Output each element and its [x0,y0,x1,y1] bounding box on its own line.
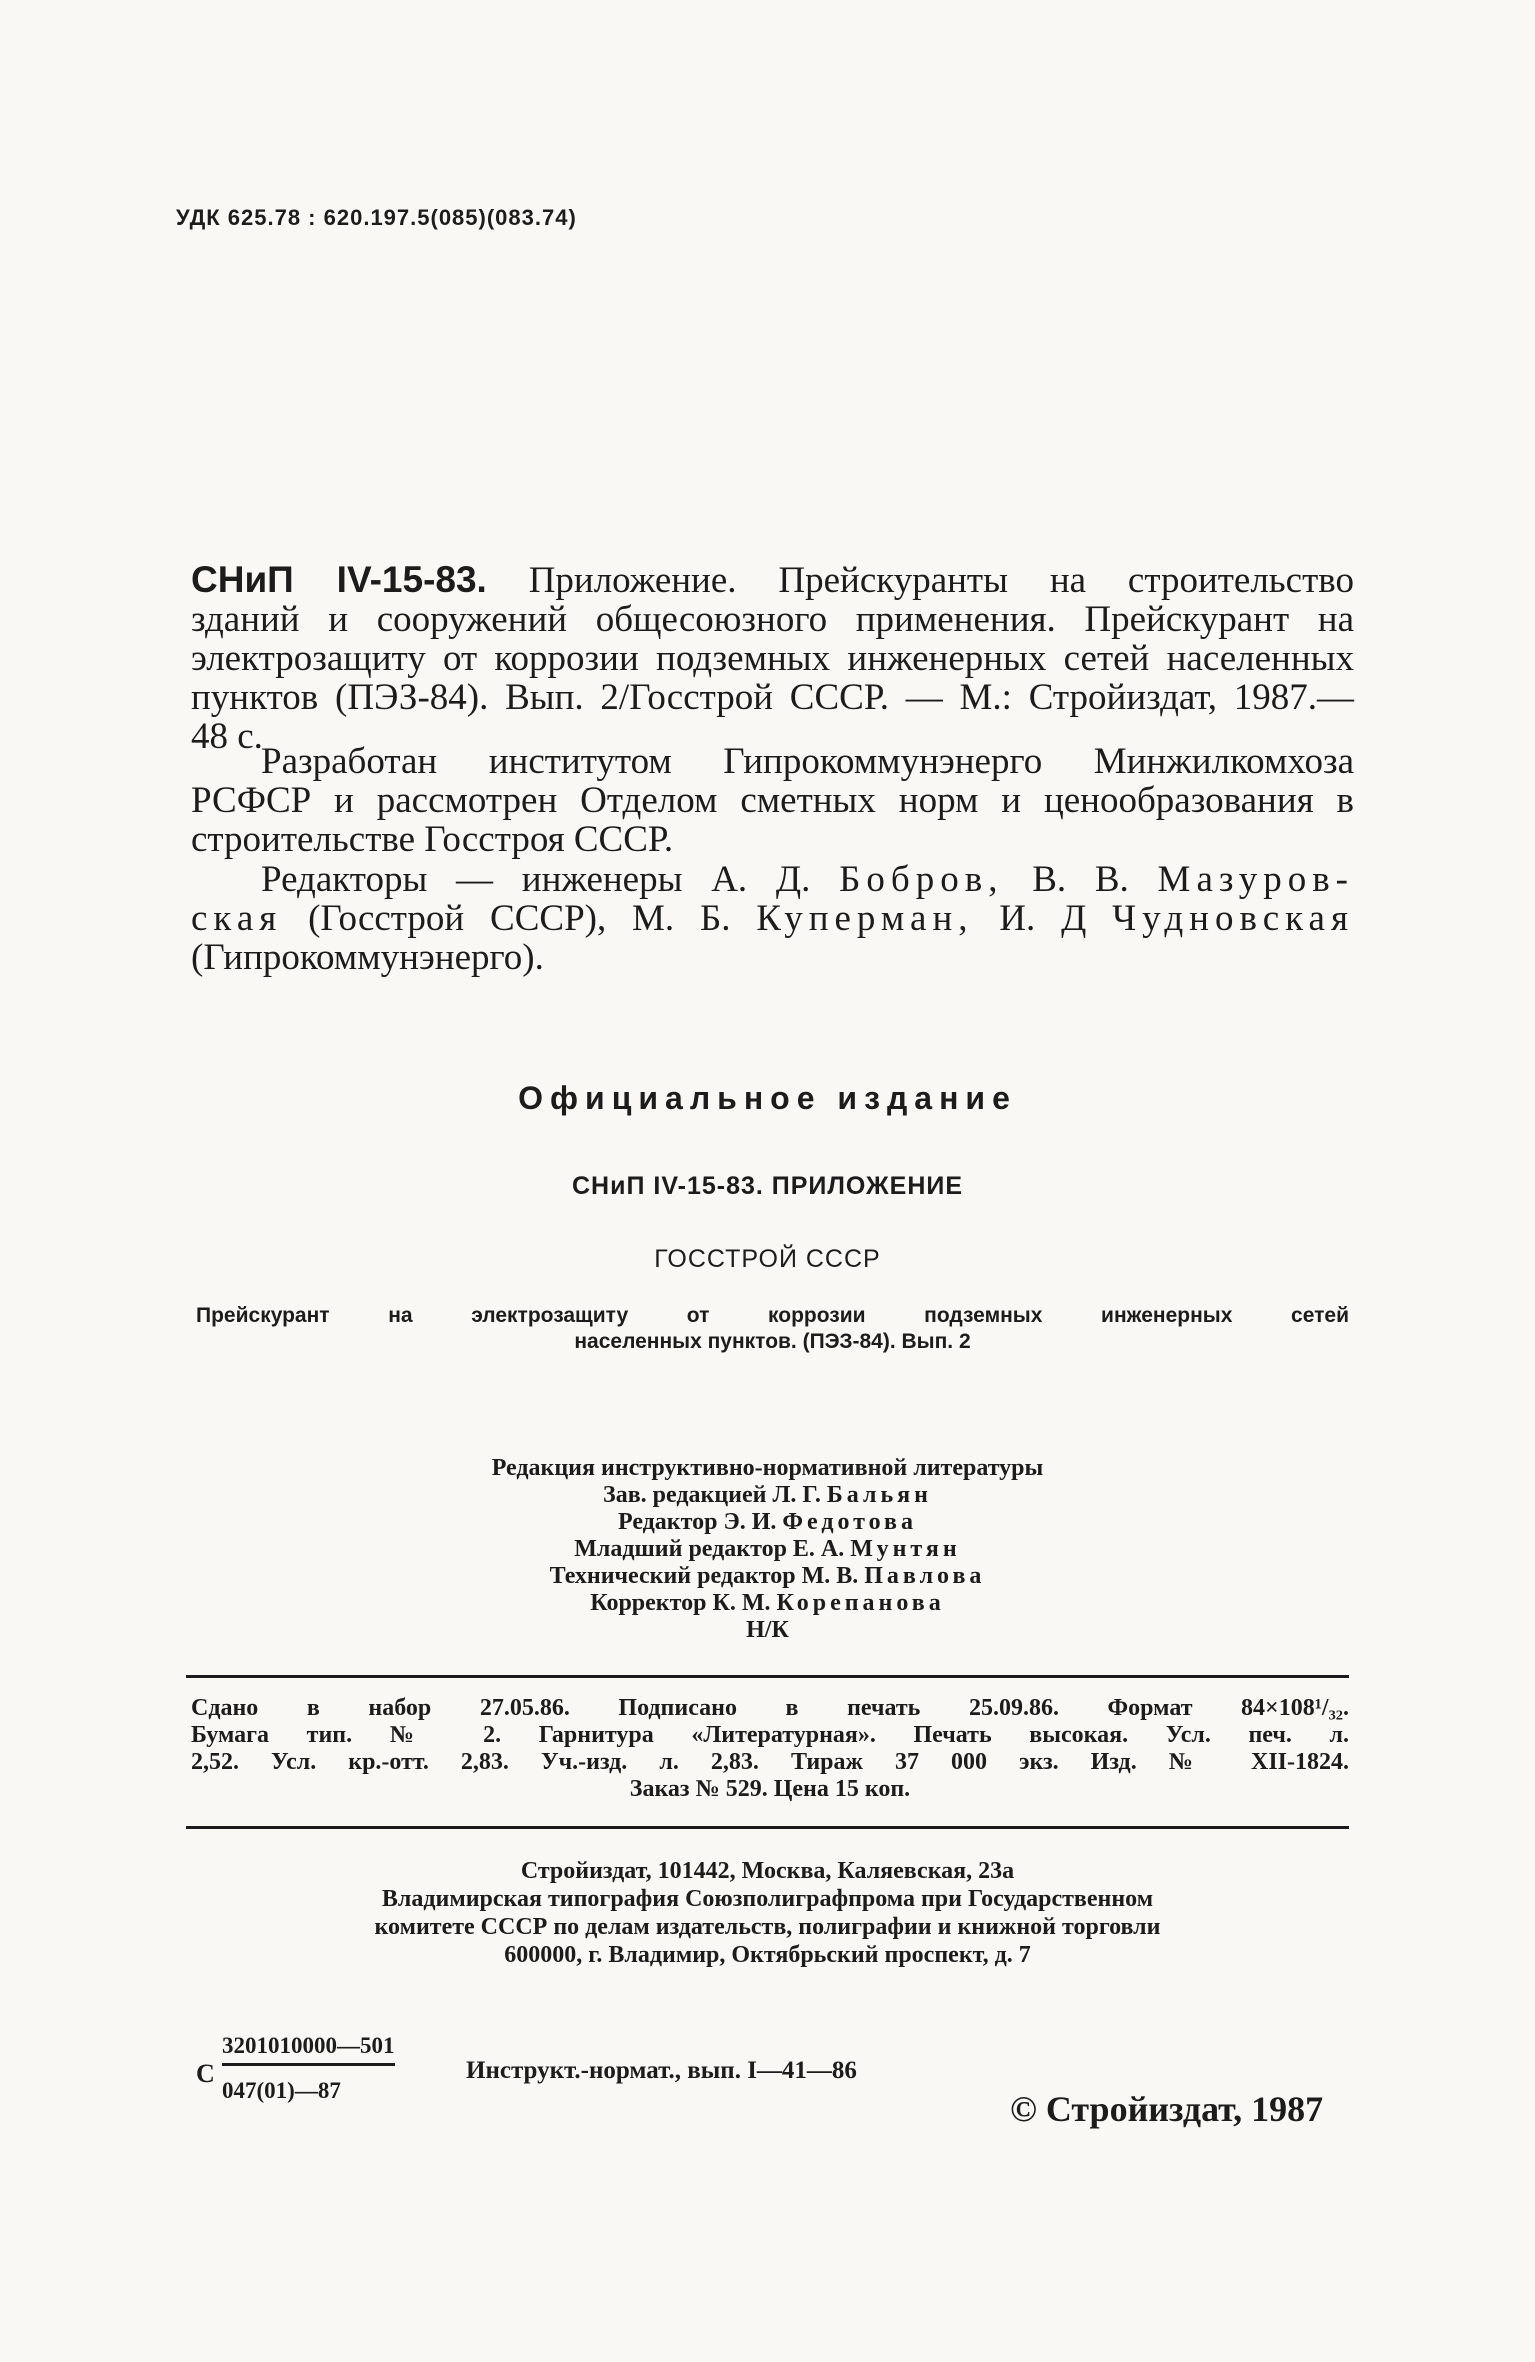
publisher-line: комитете СССР по делам издательств, полиграфии и книжной торговли [374,1914,1161,1940]
editor-name: Чудновская [1112,898,1354,939]
editors-line [191,899,1354,938]
staff-line [0,1509,1535,1536]
dev-line: Разработан институтом Гипрокоммунэнерго Минжилкомхоза [261,741,1354,782]
bib-line: электрозащиту от коррозии подземных инженерных сетей населенных [191,638,1354,679]
snip-title: СНиП IV-15-83. ПРИЛОЖЕНИЕ [571,1172,964,1200]
editor-name: Куперман, [756,898,974,939]
staff-name: Мунтян [850,1536,961,1562]
staff-line [0,1563,1535,1590]
udc-code: УДК 625.78 : 620.197.5(085)(083.74) [176,205,577,230]
staff-role: Редактор Э. И. [617,1509,783,1535]
staff-line [0,1590,1535,1617]
staff-mark: Н/К [746,1617,789,1643]
staff-name: Павлова [864,1563,986,1589]
publisher-line: 600000, г. Владимир, Октябрьский проспект, д. 7 [504,1942,1031,1968]
price-list-line: Прейскурант на электрозащиту от коррозии подземных инженерных сетей [196,1304,1349,1327]
developer-note [191,742,1354,859]
price-list-line: населенных пунктов. (ПЭЗ-84). Вып. 2 [574,1330,971,1353]
print-line: Заказ № 529. Цена 15 коп. [629,1776,911,1802]
editors-line [191,860,1354,899]
index-letter: С [196,2059,215,2088]
instruction-code: Инструкт.-нормат., вып. I—41—86 [466,2057,857,2084]
bib-line: пунктов (ПЭЗ-84). Вып. 2/Госстрой СССР. — М.: Стройиздат, 1987.— [191,677,1354,718]
bib-line-text: Приложение. Прейскуранты на строительство [486,560,1354,601]
print-line: Бумага тип. № 2. Гарнитура «Литературная». Печать высокая. Усл. печ. л. [191,1722,1349,1748]
price-list-title [196,1303,1349,1355]
staff-line [0,1482,1535,1509]
editor-name: ская [191,898,283,939]
staff-name: Корепанова [776,1590,945,1616]
snip-code: СНиП IV-15-83. [191,559,487,600]
bib-line [191,560,1354,600]
divider [186,1675,1349,1678]
bibliographic-description [191,560,1354,756]
publisher-info [0,1857,1535,1969]
dev-line: строительстве Госстроя СССР. [191,819,674,860]
index-numerator: 3201010000—501 [222,2033,395,2066]
editor-name: Мазуров- [1157,859,1354,900]
gosstroy-heading: ГОССТРОЙ СССР [654,1245,881,1273]
editor-name: Бобров, [839,859,1004,900]
print-line: Сдано в набор 27.05.86. Подписано в печать 25.09.86. Формат 84×108¹/₃₂. [191,1695,1349,1721]
staff-line [0,1536,1535,1563]
print-line: 2,52. Усл. кр.-отт. 2,83. Уч.-изд. л. 2,83. Тираж 37 000 экз. Изд. № XII-1824. [191,1749,1349,1775]
copyright-notice: © Стройиздат, 1987 [1010,2089,1324,2129]
editors-note [191,860,1354,977]
publisher-line: Стройиздат, 101442, Москва, Каляевская, 23а [520,1858,1015,1884]
official-edition-heading: Официальное издание [518,1080,1017,1116]
editorial-staff [0,1455,1535,1644]
publisher-line: Владимирская типография Союзполиграфпрома при Государственном [381,1886,1154,1912]
editors-text: В. В. [1003,859,1158,900]
print-info [191,1695,1349,1803]
editors-text: (Госстрой СССР), М. Б. [282,898,757,939]
index-denominator: 047(01)—87 [222,2078,341,2103]
staff-role: Технический редактор М. В. [549,1563,865,1589]
dev-line: РСФСР и рассмотрен Отделом сметных норм и ценообразования в [191,780,1354,821]
bib-line: 48 с. [191,716,263,757]
staff-role: Зав. редакцией Л. Г. [603,1482,827,1508]
staff-name: Бальян [826,1482,932,1508]
editors-line: (Гипрокоммунэнерго). [191,937,544,978]
divider [186,1826,1349,1829]
editors-text: Редакторы — инженеры А. Д. [261,859,840,900]
staff-role: Младший редактор Е. А. [574,1536,851,1562]
staff-name: Федотова [782,1509,918,1535]
staff-line: Редакция инструктивно-нормативной литературы [491,1455,1044,1481]
bib-line: зданий и сооружений общесоюзного применения. Прейскурант на [191,599,1354,640]
staff-role: Корректор К. М. [590,1590,777,1616]
editors-text: И. Д [973,898,1113,939]
